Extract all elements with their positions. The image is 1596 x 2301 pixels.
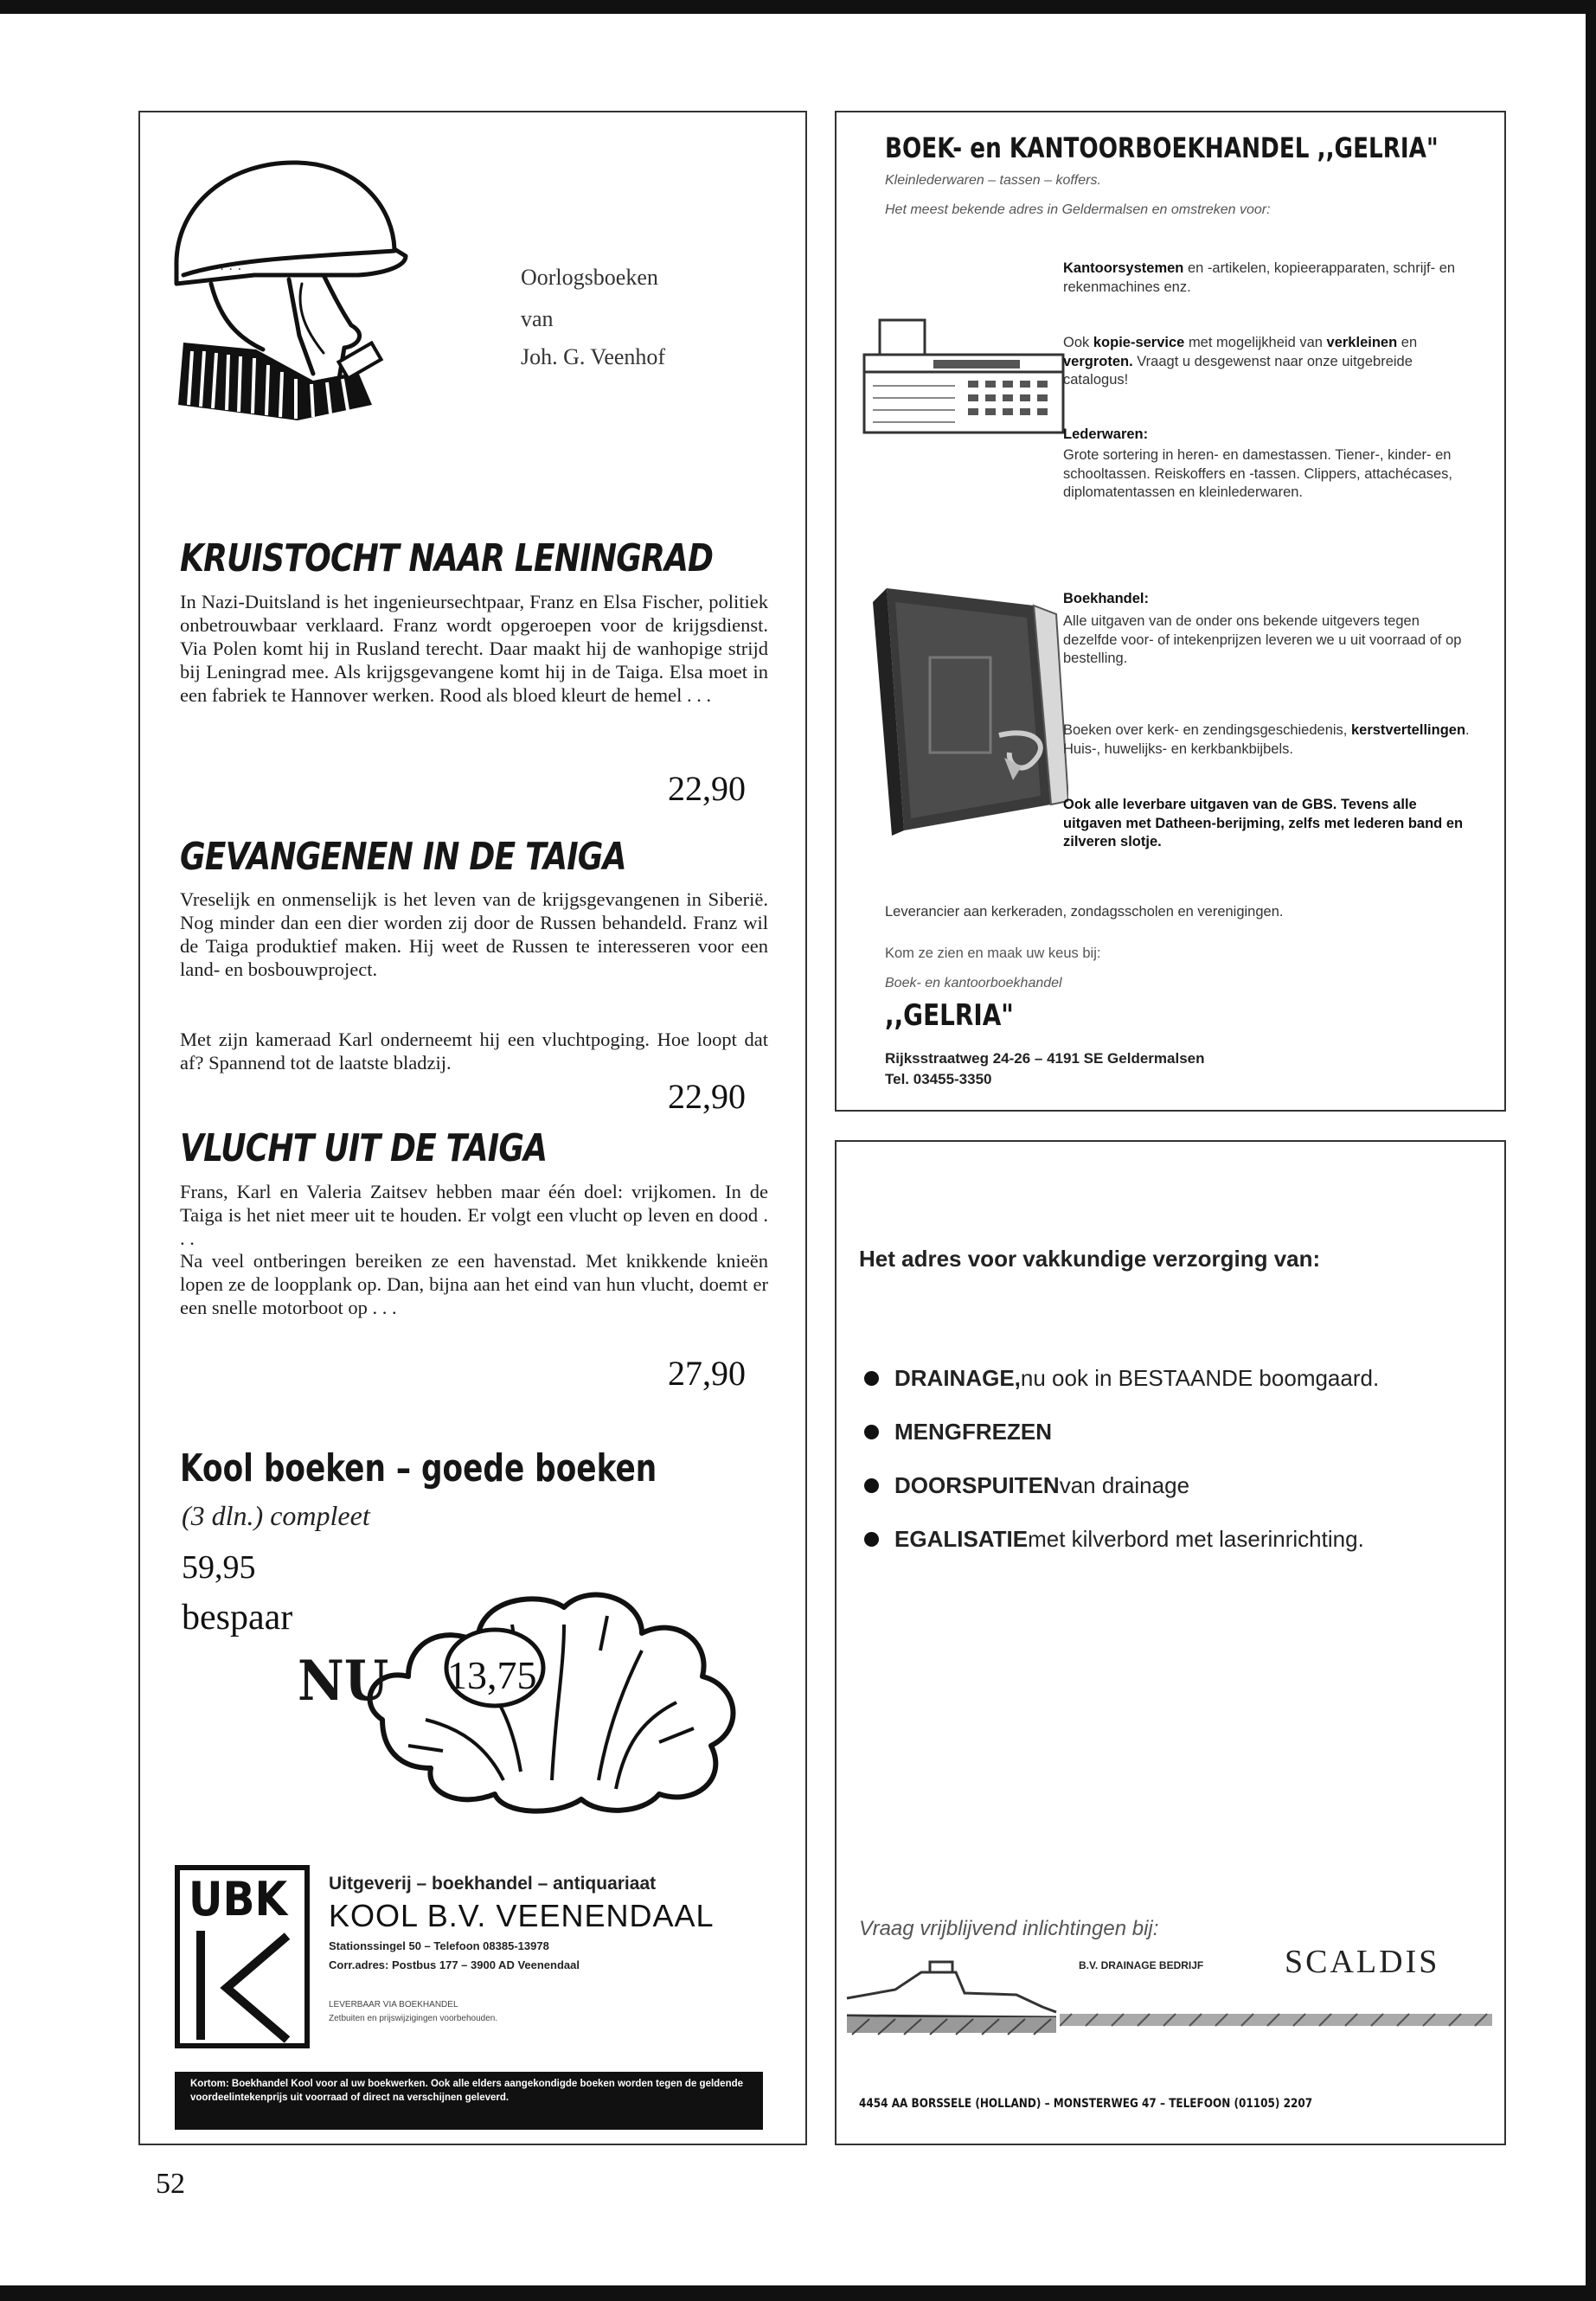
publisher-logo-letters: UBK <box>189 1872 288 1926</box>
gelria-kopie-text <box>1063 334 1475 390</box>
gelria-subtitle-2: Het meest bekende adres in Geldermalsen en omstreken voor: <box>885 202 1271 217</box>
gelria-boek-text-2b: kerstvertellingen <box>1350 722 1466 738</box>
gelria-kopie-bold: kopie-service <box>1093 335 1185 350</box>
scaldis-company-label: B.V. DRAINAGE BEDRIJF <box>1079 1959 1204 1971</box>
gelria-kopie-mid: met mogelijkheid van <box>1188 335 1323 350</box>
book-description-gevangenen-2: Met zijn kameraad Karl onderneemt hij een vluchtpoging. Hoe loopt dat af? Spannend tot de laatste bladzij. <box>180 1029 768 1074</box>
calculator-illustration <box>856 311 1072 441</box>
gelria-leder-heading: Lederwaren: <box>1063 426 1149 442</box>
gelria-boek-heading: Boekhandel: <box>1063 591 1150 606</box>
gelria-title: BOEK- en KANTOORBOEKHANDEL ,,GELRIA" <box>885 131 1439 164</box>
book-title-vlucht: VLUCHT UIT DE TAIGA <box>180 1126 548 1170</box>
book-price-kruistocht: 22,90 <box>668 769 746 808</box>
gelria-kopie-rest: Vraagt u desgewenst naar onze uitgebreide catalogus! <box>1063 353 1413 388</box>
kool-advertisement <box>138 111 807 2145</box>
publisher-note-2: Zetbuiten en prijswijzigingen voorbehouden. <box>329 2014 498 2023</box>
offer-save-label: bespaar <box>182 1598 293 1638</box>
offer-now-price: 13,75 <box>447 1653 537 1697</box>
scaldis-company-name: SCALDIS <box>1285 1944 1440 1980</box>
bible-illustration <box>861 580 1068 839</box>
scan-border-right <box>1586 0 1596 2301</box>
publisher-address-1: Stationssingel 50 – Telefoon 08385-13978 <box>329 1939 549 1952</box>
bullet-icon <box>864 1425 879 1439</box>
scaldis-inquire: Vraag vrijblijvend inlichtingen bij: <box>859 1917 1159 1940</box>
scaldis-service-drainage <box>864 1365 1379 1392</box>
drainage-machine-illustration <box>843 1955 1060 2041</box>
scaldis-service-label: DRAINAGE, <box>894 1365 1021 1391</box>
publisher-banner: Kortom: Boekhandel Kool voor al uw boekwerken. Ook alle elders aangekondigde boeken worden tegen de geldende voordeelintekenprijs uit voorraad of direct na verschijnen geleverd. <box>175 2072 763 2130</box>
scaldis-service-label: MENGFREZEN <box>894 1419 1052 1445</box>
scaldis-service-label: EGALISATIE <box>894 1526 1029 1552</box>
scan-border-bottom <box>0 2285 1596 2301</box>
book-price-gevangenen: 22,90 <box>668 1077 746 1116</box>
book-description-vlucht-2: Na veel ontberingen bereiken ze een havenstad. Met knikkende knieën lopen ze de loopplank op. Dan, bijna aan het eind van hun vlucht, doemt er een snelle motorboot op . . . <box>180 1250 768 1318</box>
bullet-icon <box>864 1371 879 1386</box>
book-title-gevangenen: GEVANGENEN IN DE TAIGA <box>180 835 626 879</box>
gelria-leverancier: Leverancier aan kerkeraden, zondagsscholen en verenigingen. <box>885 904 1284 920</box>
publisher-logo <box>175 1865 310 2048</box>
gelria-advertisement <box>835 111 1506 1112</box>
book-description-vlucht: Frans, Karl en Valeria Zaitsev hebben maar één doel: vrijkomen. In de Taiga is het niet meer uit te houden. Er volgt een vlucht op leven en dood . . . <box>180 1181 768 1249</box>
publisher-tagline: Uitgeverij – boekhandel – antiquariaat <box>329 1874 657 1894</box>
gelria-vergroten: vergroten. <box>1063 353 1133 369</box>
gelria-subtitle-1: Kleinlederwaren – tassen – koffers. <box>885 173 1101 188</box>
scaldis-heading: Het adres voor vakkundige verzorging van: <box>859 1246 1321 1272</box>
publisher-note-1: LEVERBAAR VIA BOEKHANDEL <box>329 2000 458 2009</box>
gelria-boek-text-1: Alle uitgaven van de onder ons bekende uitgevers tegen dezelfde voor- of intekenprijzen leveren we u uit voorraad of op bestelling. <box>1063 613 1462 666</box>
scaldis-advertisement <box>835 1140 1506 2145</box>
gelria-leder-text: Grote sortering in heren- en damestassen. Tiener-, kinder- en schooltassen. Reiskoffers en -tassen. Clippers, attachécases, diplomatentassen en kleinlederwaren. <box>1063 447 1453 500</box>
gelria-kantoor-rest: en -artikelen, kopieerapparaten, schrijf- en rekenmachines enz. <box>1063 260 1456 295</box>
cabbage-illustration <box>348 1573 746 1815</box>
scaldis-address: 4454 AA BORSSELE (HOLLAND) – MONSTERWEG 47 – TELEFOON (01105) 2207 <box>859 2097 1313 2111</box>
book-title-kruistocht: KRUISTOCHT NAAR LENINGRAD <box>180 536 714 580</box>
gelria-kantoor-text <box>1063 260 1475 297</box>
ground-stripe <box>1060 2010 1492 2031</box>
gelria-shop-label: Boek- en kantoorboekhandel <box>885 976 1062 990</box>
gelria-boek-text-2a: Boeken over kerk- en zendingsgeschiedenis, <box>1063 722 1348 738</box>
publisher-name: KOOL B.V. VEENENDAAL <box>329 1898 715 1933</box>
gelria-en: en <box>1401 335 1418 350</box>
scaldis-service-detail: van drainage <box>1059 1472 1190 1498</box>
cover-caption-author: Joh. G. Veenhof <box>521 344 666 369</box>
gelria-address: Rijksstraatweg 24-26 – 4191 SE Geldermalsen <box>885 1050 1205 1067</box>
gelria-kantoor-heading: Kantoorsystemen <box>1063 260 1184 276</box>
offer-old-price: 59,95 <box>182 1549 256 1586</box>
cover-caption-line1: Oorlogsboeken <box>521 265 658 290</box>
scaldis-service-label: DOORSPUITEN <box>894 1472 1060 1498</box>
book-description-gevangenen: Vreselijk en onmenselijk is het leven van de krijgsgevangenen in Siberië. Nog minder dan een dier worden zij door de Russen behandeld. Franz wil de Taiga produktief maken. Hij weet de Russen te interesseren voor een land- en bosbouwproject. <box>180 888 768 980</box>
book-price-vlucht: 27,90 <box>668 1354 746 1393</box>
gelria-telephone: Tel. 03455-3350 <box>885 1071 992 1087</box>
gelria-boek-text-2 <box>1063 721 1475 759</box>
offer-headline: Kool boeken – goede boeken <box>180 1446 657 1490</box>
scaldis-service-doorspuiten <box>864 1472 1189 1499</box>
bullet-icon <box>864 1532 879 1547</box>
book-description-kruistocht: In Nazi-Duitsland is het ingenieursechtpaar, Franz en Elsa Fischer, politiek onbetrouwbaar verklaard. Franz wordt opgeroepen voor de krijgsdienst. Via Polen komt hij in Rusland terecht. Daar maakt hij de wanhopige strijd bij Leningrad mee. Als krijgsgevangene komt hij in de Taiga. Elsa moet in een fabriek te Hannover werken. Rood als bloed kleurt de hemel . . . <box>180 591 768 706</box>
offer-subtitle: (3 dln.) compleet <box>182 1500 370 1531</box>
scaldis-service-detail: nu ook in BESTAANDE boomgaard. <box>1020 1365 1380 1391</box>
gelria-kopie-pre: Ook <box>1063 335 1090 350</box>
page-number: 52 <box>156 2168 185 2200</box>
bullet-icon <box>864 1478 879 1493</box>
soldier-illustration <box>159 154 471 422</box>
scan-border-top <box>0 0 1596 14</box>
offer-now-label: NU <box>298 1649 389 1714</box>
scaldis-service-detail: met kilverbord met laserinrichting. <box>1028 1526 1364 1552</box>
scaldis-service-egalisatie <box>864 1526 1364 1553</box>
gelria-boek-text-2c: . Huis-, huwelijks- en kerkbankbijbels. <box>1063 722 1470 757</box>
publisher-logo-k-shape <box>192 1931 296 2043</box>
scaldis-service-mengfrezen <box>864 1419 1052 1445</box>
cover-caption-line2: van <box>521 306 554 331</box>
gelria-kom: Kom ze zien en maak uw keus bij: <box>885 945 1101 961</box>
svg-text:. . .: . . . <box>220 257 242 273</box>
publisher-address-2: Corr.adres: Postbus 177 – 3900 AD Veenendaal <box>329 1958 580 1971</box>
gelria-shop-name: ,,GELRIA" <box>885 998 1014 1033</box>
gelria-boek-bold: Ook alle leverbare uitgaven van de GBS. Tevens alle uitgaven met Datheen-berijming, zelfs met lederen band en zilveren slotje. <box>1063 797 1464 849</box>
gelria-verkleinen: verkleinen <box>1326 335 1398 350</box>
